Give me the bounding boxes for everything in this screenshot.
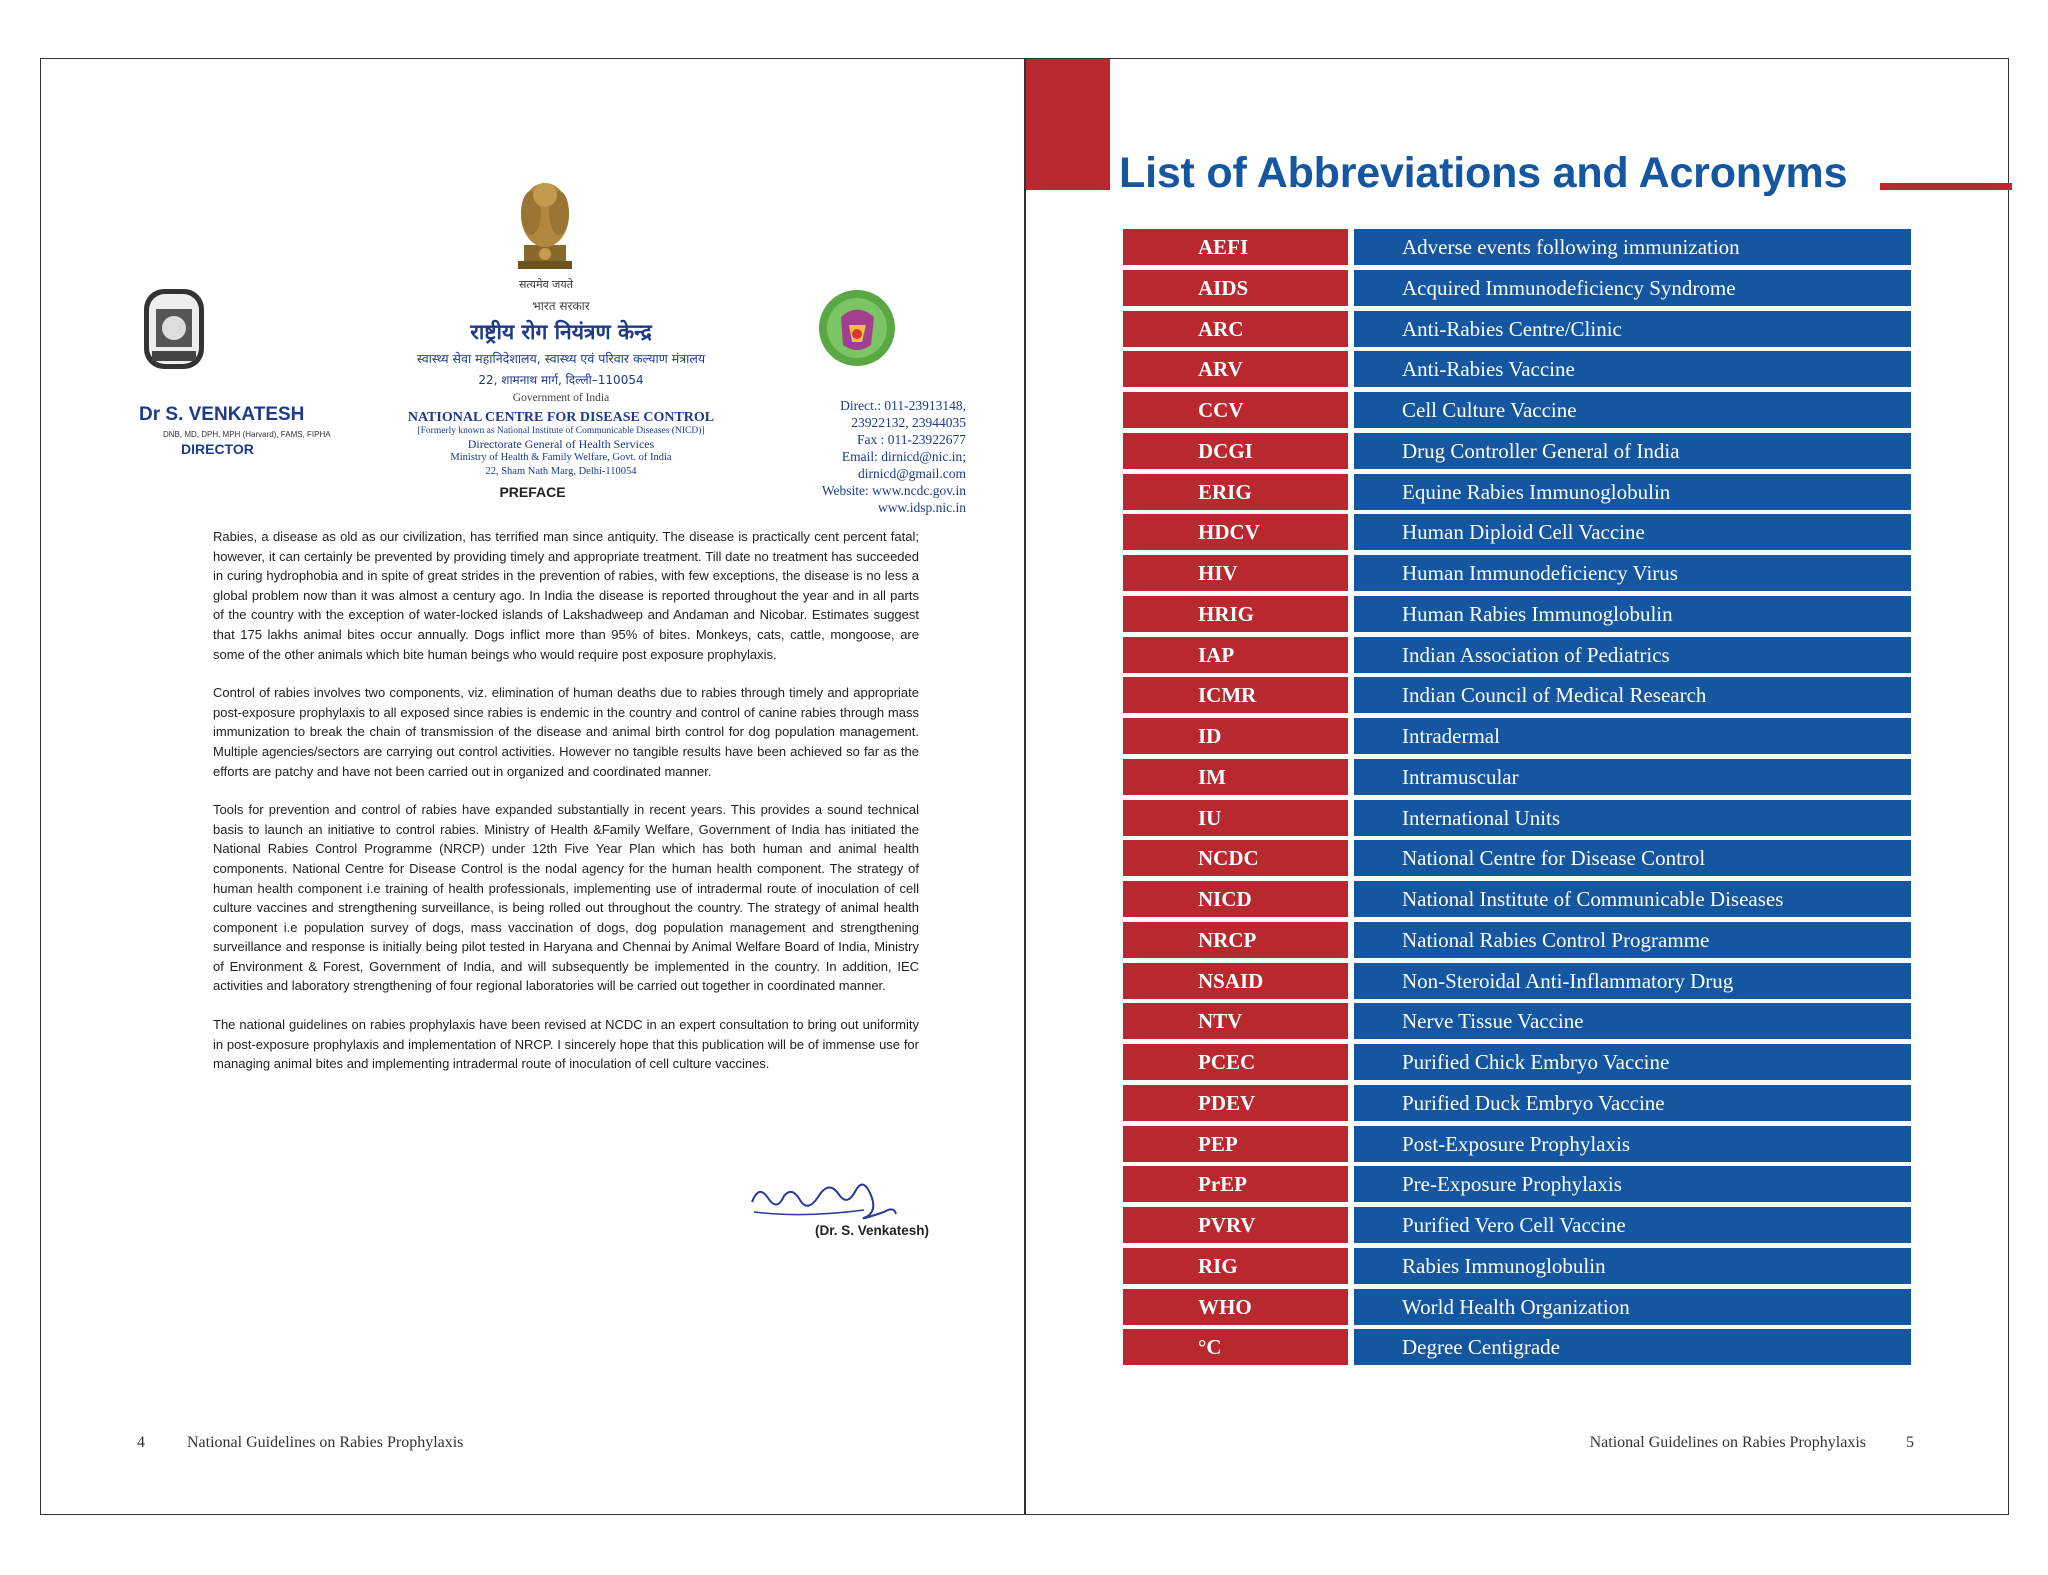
abbreviation-row: [1123, 881, 1915, 917]
abbreviation-row: [1123, 1289, 1915, 1325]
contact-line: Email: dirnicd@nic.in;: [841, 449, 966, 464]
abbreviation-meaning: Purified Duck Embryo Vaccine: [1354, 1085, 1911, 1121]
abbreviation-meaning: Non-Steroidal Anti-Inflammatory Drug: [1354, 963, 1911, 999]
abbreviation-row: [1123, 922, 1915, 958]
abbreviation-meaning: National Rabies Control Programme: [1354, 922, 1911, 958]
director-name: Dr S. VENKATESH: [139, 404, 305, 425]
abbreviation-row: [1123, 433, 1915, 469]
abbreviation-code: PDEV: [1123, 1085, 1348, 1121]
red-corner-block: [1026, 59, 1110, 190]
abbreviation-code: NICD: [1123, 881, 1348, 917]
letterhead-hindi-govt: भारत सरकार: [532, 299, 590, 313]
abbreviation-row: [1123, 1248, 1915, 1284]
abbreviation-meaning: World Health Organization: [1354, 1289, 1911, 1325]
abbreviation-meaning: Equine Rabies Immunoglobulin: [1354, 474, 1911, 510]
letterhead-formerly: [Formerly known as National Institute of Communicable Diseases (NICD)]: [417, 426, 705, 436]
abbreviation-row: [1123, 311, 1915, 347]
abbreviation-meaning: Nerve Tissue Vaccine: [1354, 1003, 1911, 1039]
letterhead-govt-of-india: Government of India: [512, 392, 610, 404]
abbreviation-row: [1123, 555, 1915, 591]
abbreviation-code: AIDS: [1123, 270, 1348, 306]
abbreviation-meaning: Pre-Exposure Prophylaxis: [1354, 1166, 1911, 1202]
letterhead: [341, 297, 781, 477]
preface-title: PREFACE: [499, 484, 566, 500]
abbreviation-row: [1123, 963, 1915, 999]
abbreviation-code: RIG: [1123, 1248, 1348, 1284]
letterhead-hindi-directorate: स्वास्थ्य सेवा महानिदेशालय, स्वास्थ्य एवं परिवार कल्याण मंत्रालय: [416, 351, 706, 366]
abbreviation-meaning: Degree Centigrade: [1354, 1329, 1911, 1365]
abbreviation-meaning: Rabies Immunoglobulin: [1354, 1248, 1911, 1284]
contact-line: 23922132, 23944035: [851, 415, 966, 430]
right-footer-title: National Guidelines on Rabies Prophylaxis: [1589, 1434, 1866, 1451]
abbreviation-code: CCV: [1123, 392, 1348, 428]
signature-name: (Dr. S. Venkatesh): [814, 1223, 929, 1238]
abbreviation-meaning: Human Diploid Cell Vaccine: [1354, 514, 1911, 550]
abbreviation-code: HDCV: [1123, 514, 1348, 550]
abbreviation-code: ERIG: [1123, 474, 1348, 510]
letterhead-directorate: Directorate General of Health Services: [467, 437, 655, 451]
contact-line: www.idsp.nic.in: [878, 500, 966, 515]
preface-body: [213, 527, 919, 1093]
abbreviation-code: AEFI: [1123, 229, 1348, 265]
right-footer: [1590, 1434, 1914, 1452]
abbreviation-code: HIV: [1123, 555, 1348, 591]
abbreviation-code: PCEC: [1123, 1044, 1348, 1080]
abbreviation-meaning: Purified Vero Cell Vaccine: [1354, 1207, 1911, 1243]
abbreviation-code: PrEP: [1123, 1166, 1348, 1202]
abbreviation-code: ID: [1123, 718, 1348, 754]
letterhead-hindi-address: 22, शामनाथ मार्ग, दिल्ली–110054: [478, 373, 644, 387]
abbreviation-row: [1123, 351, 1915, 387]
abbreviation-row: [1123, 637, 1915, 673]
abbreviation-meaning: Human Immunodeficiency Virus: [1354, 555, 1911, 591]
contact-line: Fax : 011-23922677: [857, 432, 966, 447]
abbreviation-row: [1123, 800, 1915, 836]
abbreviation-row: [1123, 229, 1915, 265]
abbreviation-meaning: Adverse events following immunization: [1354, 229, 1911, 265]
abbreviation-meaning: Anti-Rabies Vaccine: [1354, 351, 1911, 387]
abbreviation-meaning: National Centre for Disease Control: [1354, 840, 1911, 876]
abbreviation-code: WHO: [1123, 1289, 1348, 1325]
abbreviation-code: °C: [1123, 1329, 1348, 1365]
preface-paragraph: Control of rabies involves two components, viz. elimination of human deaths due to rabies through timely and appropriate post-exposure prophylaxis to all exposed since rabies is endemic in the country and control of canine rabies through mass immunization to break the chain of transmission of the disease and animal birth control for dog population management. Multiple agencies/sectors are carrying out control activities. However no tangible results have been achieved so far as the efforts are patchy and have not been carried out in organized and coordinated manner.: [213, 685, 919, 779]
director-qualifications: DNB, MD, DPH, MPH (Harvard), FAMS, FIPHA: [163, 430, 331, 439]
preface-paragraph: The national guidelines on rabies prophylaxis have been revised at NCDC in an expert consultation to bring out uniformity in post-exposure prophylaxis and implementation of NRCP. I sincerely hope that this publication will be of immense use for managing animal bites and implementing intradermal route of inoculation of cell culture vaccines.: [213, 1017, 919, 1072]
abbreviation-code: DCGI: [1123, 433, 1348, 469]
abbreviation-meaning: Human Rabies Immunoglobulin: [1354, 596, 1911, 632]
heading-red-rule: [1880, 183, 2012, 190]
abbreviation-row: [1123, 474, 1915, 510]
abbreviation-row: [1123, 1126, 1915, 1162]
abbreviation-code: ARC: [1123, 311, 1348, 347]
abbreviation-meaning: Intramuscular: [1354, 759, 1911, 795]
abbreviation-meaning: Acquired Immunodeficiency Syndrome: [1354, 270, 1911, 306]
abbreviation-meaning: Post-Exposure Prophylaxis: [1354, 1126, 1911, 1162]
preface-paragraph: Tools for prevention and control of rabies have expanded substantially in recent years. This provides a sound technical basis to launch an initiative to control rabies. Ministry of Health &Family Welfare, Government of India has initiated the National Rabies Control Programme (NRCP) under 12th Five Year Plan which has both human and animal health components. National Centre for Disease Control is the nodal agency for the human health component. The strategy of human health component i.e training of health professionals, implementing use of intradermal route of inoculation of cell culture vaccines and strengthening surveillance, is being rolled out throughout the country. The strategy of animal health component i.e population survey of dogs, mass vaccination of dogs, dog population management and strengthening surveillance and response is initially being pilot tested in Haryana and Chennai by Animal Welfare Board of India, Ministry of Environment & Forest, Government of India, and will subsequently be implemented in the country. In addition, IEC activities and laboratory strengthening of four regional laboratories will be carried out together in coordinated manner.: [213, 802, 919, 994]
abbreviation-code: NRCP: [1123, 922, 1348, 958]
abbreviation-row: [1123, 840, 1915, 876]
emblem-caption: सत्यमेव जयते: [518, 278, 573, 291]
letterhead-hindi-centre: राष्ट्रीय रोग नियंत्रण केन्द्र: [470, 320, 652, 344]
abbreviation-code: PEP: [1123, 1126, 1348, 1162]
abbreviation-row: [1123, 1207, 1915, 1243]
abbreviation-code: NTV: [1123, 1003, 1348, 1039]
abbreviation-meaning: Intradermal: [1354, 718, 1911, 754]
abbreviation-code: ICMR: [1123, 677, 1348, 713]
abbreviation-code: IAP: [1123, 637, 1348, 673]
contact-line: dirnicd@gmail.com: [857, 466, 966, 481]
left-page: [41, 59, 1024, 1514]
letterhead-centre-name: NATIONAL CENTRE FOR DISEASE CONTROL: [407, 410, 715, 425]
abbreviation-row: [1123, 1329, 1915, 1365]
abbreviation-row: [1123, 1044, 1915, 1080]
abbreviation-meaning: Indian Association of Pediatrics: [1354, 637, 1911, 673]
abbreviation-meaning: Drug Controller General of India: [1354, 433, 1911, 469]
abbreviation-row: [1123, 677, 1915, 713]
abbreviation-meaning: Indian Council of Medical Research: [1354, 677, 1911, 713]
abbreviations-table: [1123, 229, 1915, 1370]
abbreviation-row: [1123, 718, 1915, 754]
left-footer: [137, 1434, 463, 1452]
ncdc-globe-logo-icon: [816, 287, 898, 369]
abbreviation-row: [1123, 1166, 1915, 1202]
abbreviation-row: [1123, 1003, 1915, 1039]
director-block: [139, 404, 331, 457]
abbreviation-row: [1123, 759, 1915, 795]
abbreviation-meaning: Anti-Rabies Centre/Clinic: [1354, 311, 1911, 347]
abbreviation-meaning: Purified Chick Embryo Vaccine: [1354, 1044, 1911, 1080]
left-page-number: 4: [137, 1434, 145, 1451]
contact-line: Direct.: 011-23913148,: [840, 398, 966, 413]
abbreviation-meaning: Cell Culture Vaccine: [1354, 392, 1911, 428]
abbreviation-row: [1123, 596, 1915, 632]
abbreviation-code: NCDC: [1123, 840, 1348, 876]
abbreviations-heading: List of Abbreviations and Acronyms: [1119, 149, 1848, 197]
abbreviation-code: IU: [1123, 800, 1348, 836]
abbreviation-code: ARV: [1123, 351, 1348, 387]
contact-line: Website: www.ncdc.gov.in: [821, 483, 966, 498]
preface-paragraph: Rabies, a disease as old as our civilization, has terrified man since antiquity. The disease is practically cent percent fatal; however, it can certainly be prevented by providing timely and appropriate treatment. Till date no treatment has succeeded in curing hydrophobia and in spite of great strides in the prevention of rabies, with few exceptions, the disease is no less a global problem now than it was almost a century ago. In India the disease is reported throughout the year and in all parts of the country with the exception of water-locked islands of Lakshadweep and Andaman and Nicobar. Estimates suggest that 175 lakhs animal bites occur annually. Dogs inflict more than 95% of bites. Monkeys, cats, cattle, mongoose, are some of the other animals which bite human beings who would require post exposure prophylaxis.: [213, 529, 919, 662]
abbreviation-code: PVRV: [1123, 1207, 1348, 1243]
letterhead-address: 22, Sham Nath Marg, Delhi-110054: [485, 466, 637, 477]
signature-icon: [744, 1172, 904, 1228]
abbreviation-row: [1123, 270, 1915, 306]
abbreviation-code: HRIG: [1123, 596, 1348, 632]
abbreviation-row: [1123, 1085, 1915, 1121]
right-page-number: 5: [1906, 1434, 1914, 1451]
national-emblem-icon: [506, 175, 584, 275]
abbreviation-meaning: International Units: [1354, 800, 1911, 836]
book-spread: [40, 58, 2009, 1515]
abbreviation-code: NSAID: [1123, 963, 1348, 999]
abbreviation-row: [1123, 514, 1915, 550]
right-page: [1026, 59, 2010, 1514]
abbreviation-meaning: National Institute of Communicable Diseases: [1354, 881, 1911, 917]
left-footer-title: National Guidelines on Rabies Prophylaxis: [187, 1434, 464, 1451]
director-title: DIRECTOR: [181, 441, 254, 457]
abbreviation-code: IM: [1123, 759, 1348, 795]
abbreviation-row: [1123, 392, 1915, 428]
ncdc-seal-icon: [142, 287, 206, 371]
letterhead-ministry: Ministry of Health & Family Welfare, Govt. of India: [450, 452, 672, 463]
